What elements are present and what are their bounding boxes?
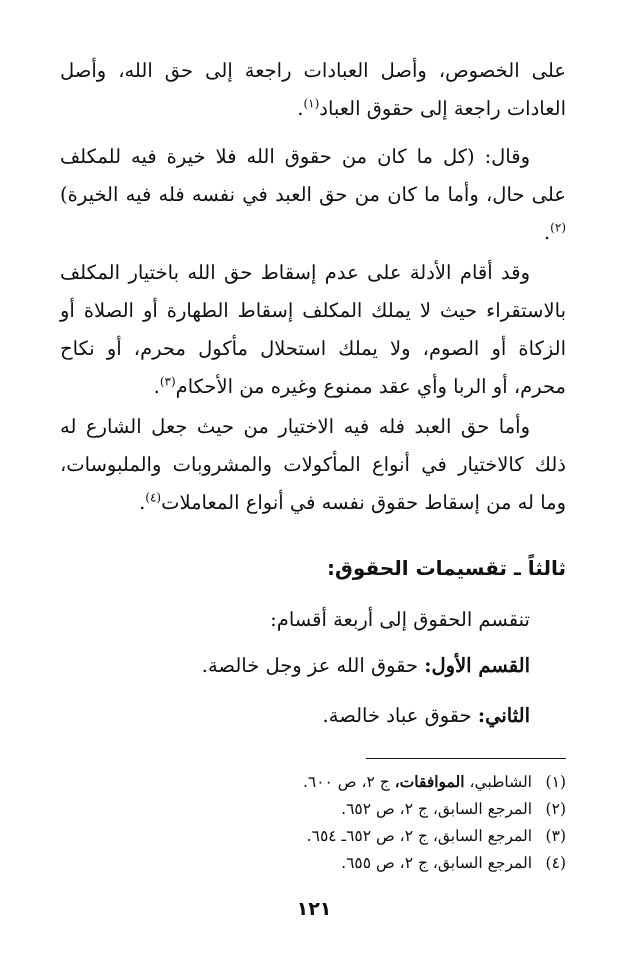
section-intro: تنقسم الحقوق إلى أربعة أقسام:	[270, 608, 530, 631]
paragraph-2	[60, 138, 566, 252]
section-item-2-text: حقوق عباد خالصة.	[322, 704, 472, 727]
footnote-number-4: (٤)	[545, 854, 566, 872]
footnote-text-1-tail: ج ٢، ص ٦٠٠.	[302, 773, 395, 791]
footnote-title-1: الموافقات،	[394, 772, 465, 791]
footnotes-list	[60, 768, 566, 877]
footnote-divider	[366, 758, 566, 759]
section-item-1-label: القسم الأول:	[424, 654, 530, 677]
paragraph-1	[60, 52, 566, 128]
paragraph-4-text: وأما حق العبد فله فيه الاختيار من حيث جعل الشارع له ذلك كالاختيار في أنواع المأكولات والمشروبات والملبوسات، وما له من إسقاط حقوق نفسه في أنواع المعاملات	[60, 415, 566, 514]
footnote-number-1: (١)	[545, 773, 566, 791]
paragraph-4-tail: .	[139, 491, 146, 514]
footnote-ref-2[interactable]: (٢)	[550, 220, 566, 235]
footnote-number-2: (٢)	[545, 800, 566, 818]
footnote-ref-3[interactable]: (٣)	[159, 374, 176, 389]
footnote-text-3: المرجع السابق، ج ٢، ص ٦٥٢ـ ٦٥٤.	[306, 827, 532, 845]
paragraph-3	[60, 254, 566, 406]
footnote-item-4	[60, 850, 566, 877]
footnote-text-2: المرجع السابق، ج ٢، ص ٦٥٢.	[341, 800, 532, 818]
paragraph-3-text: وقد أقام الأدلة على عدم إسقاط حق الله باختيار المكلف بالاستقراء حيث لا يملك المكلف إسقاط الطهارة أو الصلاة أو الزكاة أو الصوم، ولا يملك استحلال مأكول محرم، أو نكاح محرم، أو الربا وأي عقد ممنوع وغيره من الأحكام	[60, 261, 566, 398]
footnote-number-3: (٣)	[545, 827, 566, 845]
paragraph-3-tail: .	[153, 375, 160, 398]
paragraph-1-text: على الخصوص، وأصل العبادات راجعة إلى حق الله، وأصل العادات راجعة إلى حقوق العباد	[60, 59, 566, 120]
section-item-1-text: حقوق الله عز وجل خالصة.	[201, 654, 419, 677]
paragraph-2-tail: .	[543, 221, 551, 244]
footnote-ref-4[interactable]: (٤)	[145, 490, 162, 505]
section-item-2	[60, 696, 566, 736]
paragraph-4	[60, 408, 566, 522]
paragraph-1-tail: .	[297, 97, 304, 120]
page-number: ١٢١	[296, 898, 332, 920]
section-item-2-label: الثاني:	[477, 704, 530, 727]
section-heading: ثالثاً ـ تقسيمات الحقوق:	[327, 556, 566, 580]
footnote-item-3	[60, 823, 566, 850]
footnote-item-1	[60, 768, 566, 796]
footnote-text-4: المرجع السابق، ج ٢، ص ٦٥٥.	[341, 854, 532, 872]
footnote-text-1: الشاطبي،	[464, 773, 532, 791]
footnote-item-2	[60, 796, 566, 823]
section-item-1	[60, 646, 566, 686]
paragraph-2-text: وقال: (كل ما كان من حقوق الله فلا خيرة فيه للمكلف على حال، وأما ما كان من حق العبد في نفسه فله فيه الخيرة)	[60, 145, 566, 206]
footnote-ref-1[interactable]: (١)	[303, 96, 320, 111]
